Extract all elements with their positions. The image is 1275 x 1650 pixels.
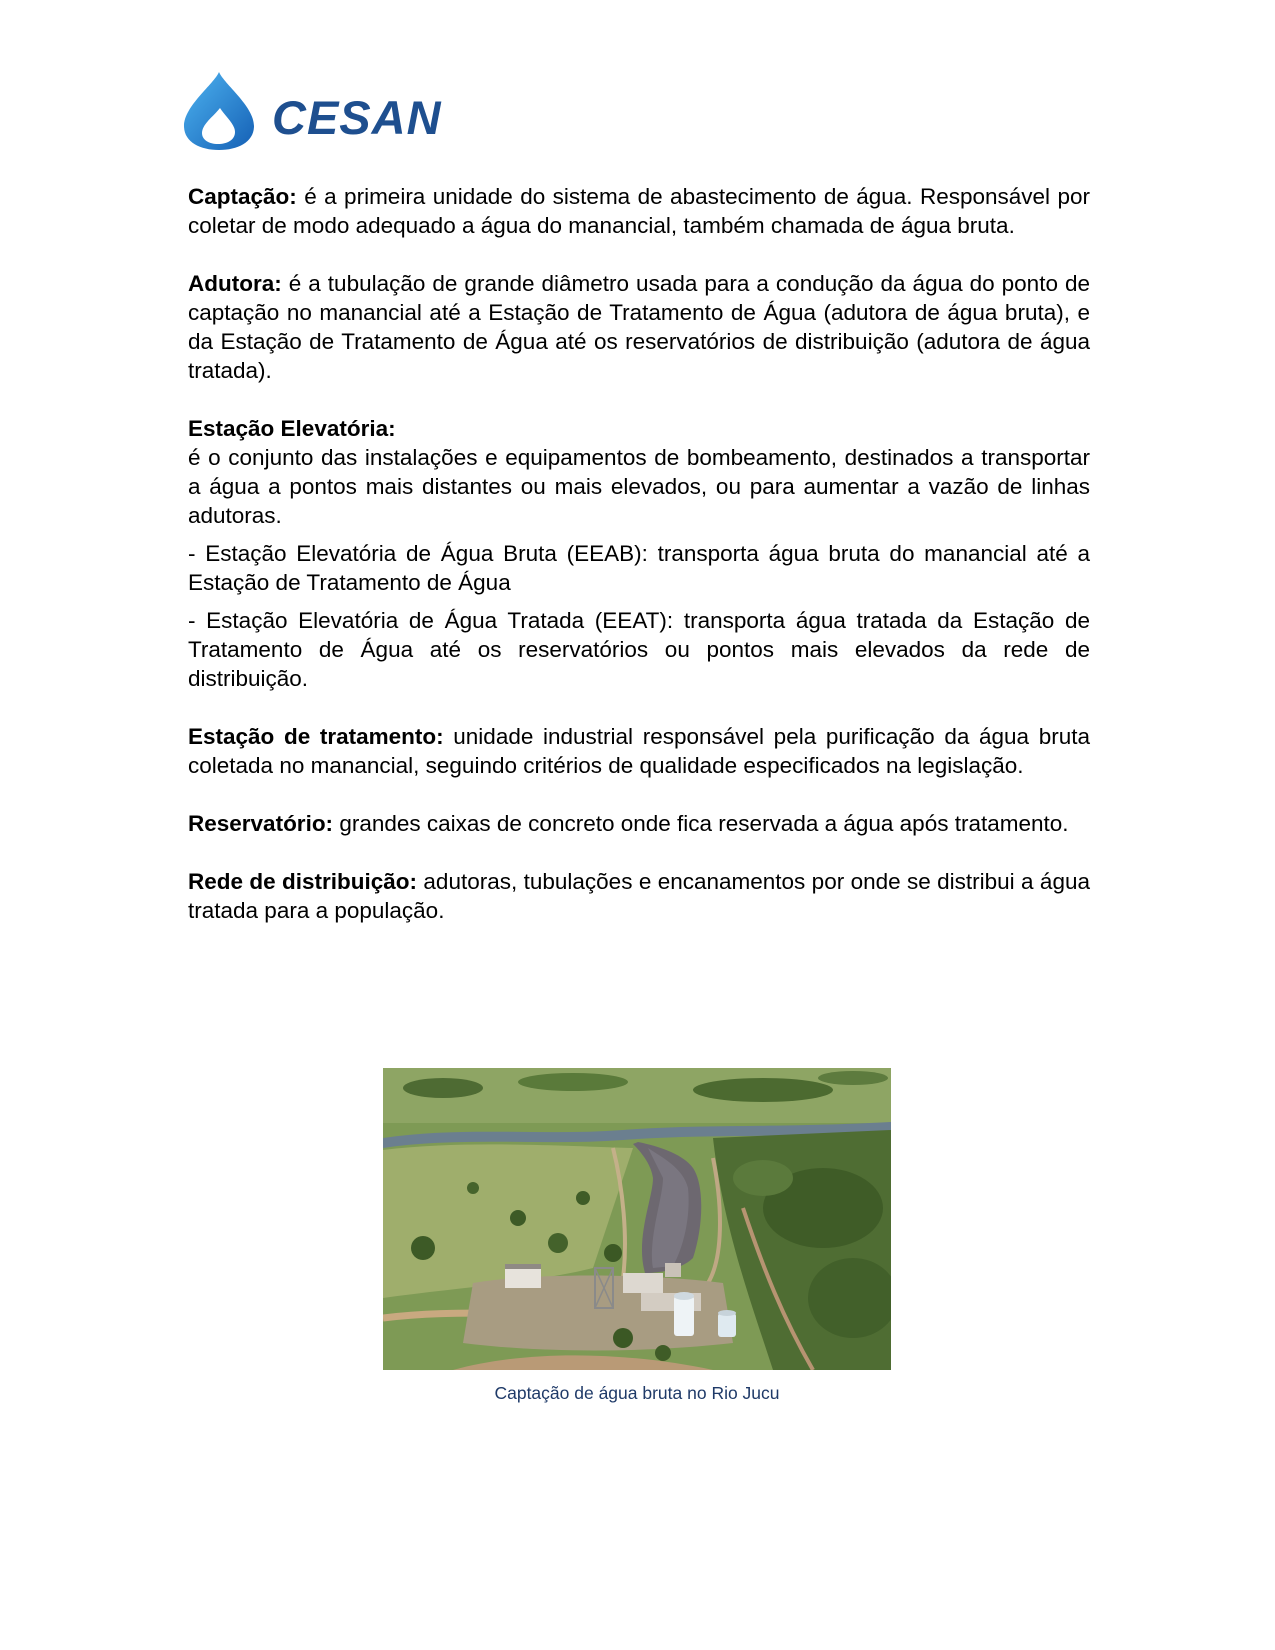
term-estacao-tratamento: Estação de tratamento:: [188, 724, 444, 749]
item-eeab: - Estação Elevatória de Água Bruta (EEAB): transporta água bruta do manancial até a Estação de Tratamento de Água: [188, 541, 1090, 595]
definition-reservatorio: [188, 809, 1090, 838]
definition-captacao: [188, 182, 1090, 240]
term-rede-distribuicao: Rede de distribuição:: [188, 869, 418, 894]
definition-rede-distribuicao: [188, 867, 1090, 925]
figure-caption: Captação de água bruta no Rio Jucu: [494, 1383, 780, 1403]
text-estacao-elevatoria: é o conjunto das instalações e equipamentos de bombeamento, destinados a transportar a água a pontos mais distantes ou mais elevados, ou para aumentar a vazão de linhas adutoras.: [188, 445, 1090, 528]
logo-text: CESAN: [272, 90, 442, 144]
text-rede-distribuicao: adutoras, tubulações e encanamentos por onde se distribui a água tratada para a população.: [188, 869, 1090, 923]
definition-adutora: [188, 269, 1090, 385]
aerial-photo: [383, 1068, 891, 1370]
term-reservatorio: Reservatório:: [188, 811, 334, 836]
text-adutora: é a tubulação de grande diâmetro usada para a condução da água do ponto de captação no manancial até a Estação de Tratamento de Água (adutora de água bruta), e da Estação de Tratamento de Água até os reservatórios de distribuição (adutora de água tratada).: [188, 271, 1090, 383]
text-estacao-tratamento: unidade industrial responsável pela purificação da água bruta coletada no manancial, seguindo critérios de qualidade especificados na legislação.: [188, 724, 1090, 778]
term-estacao-elevatoria: Estação Elevatória:: [188, 416, 396, 441]
definitions-body: [188, 182, 1090, 925]
cesan-logo: [180, 70, 442, 152]
definition-estacao-tratamento: [188, 722, 1090, 780]
text-reservatorio: grandes caixas de concreto onde fica reservada a água após tratamento.: [333, 811, 1069, 836]
item-eeat: - Estação Elevatória de Água Tratada (EEAT): transporta água tratada da Estação de Tratamento de Água até os reservatórios ou pontos mais elevados da rede de distribuição.: [188, 608, 1090, 691]
text-captacao: é a primeira unidade do sistema de abastecimento de água. Responsável por coletar de modo adequado a água do manancial, também chamada de água bruta.: [188, 184, 1090, 238]
term-captacao: Captação:: [188, 184, 297, 209]
water-drop-icon: [180, 70, 258, 152]
term-adutora: Adutora:: [188, 271, 282, 296]
